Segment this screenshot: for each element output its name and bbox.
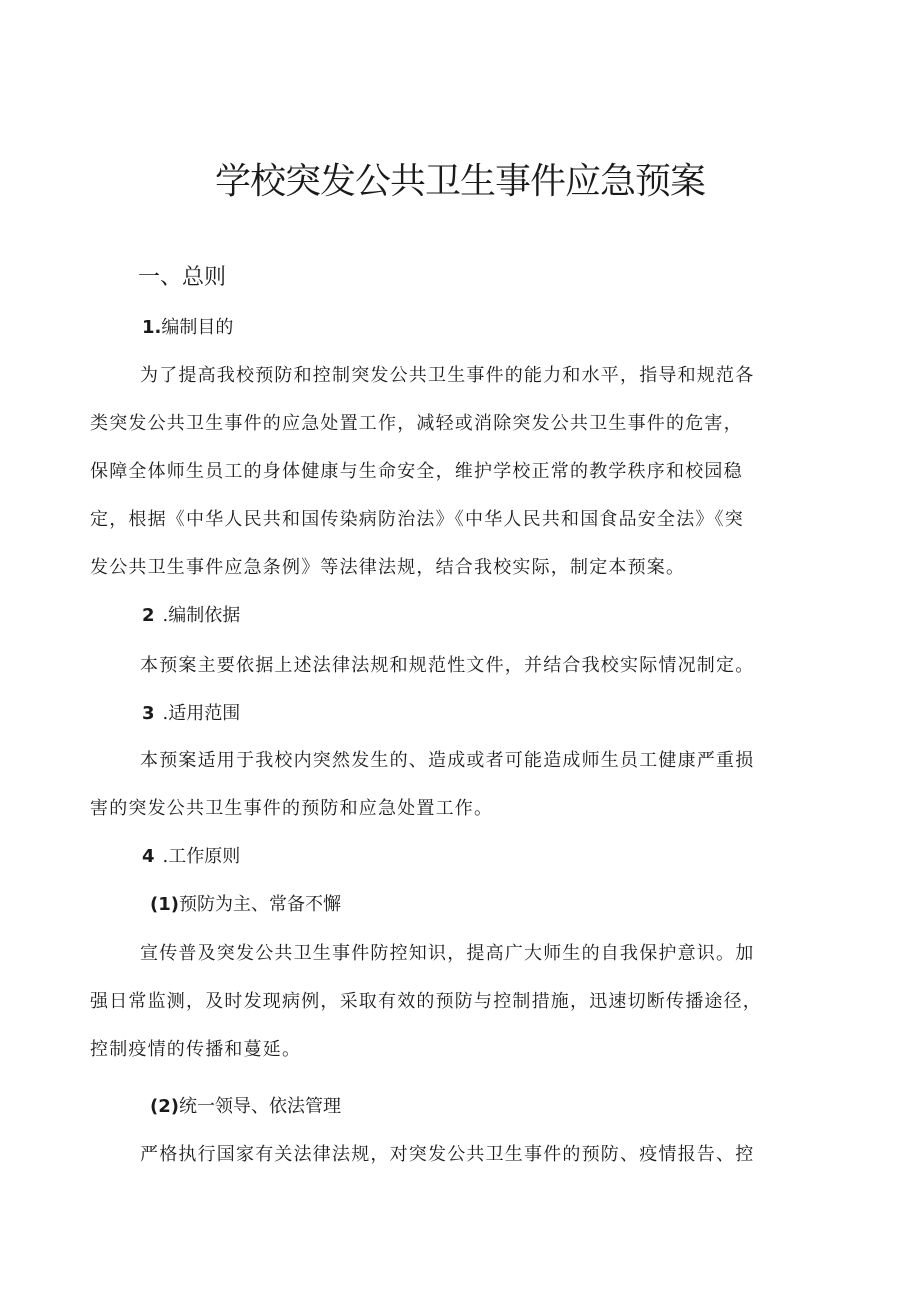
subheading-label: .编制依据 — [162, 605, 241, 626]
subheading-scope — [142, 700, 240, 728]
paragraph-line: 控制疫情的传播和蔓延。 — [90, 1039, 302, 1060]
principle-heading-prevention — [150, 891, 341, 919]
paragraph-line: 本预案适用于我校内突然发生的、造成或者可能造成师生员工健康严重损 — [140, 750, 755, 771]
paragraph-line: 定，根据《中华人民共和国传染病防治法》《中华人民共和国食品安全法》《突 — [90, 509, 744, 530]
subheading-label: 编制目的 — [161, 317, 234, 338]
principle-heading-leadership — [150, 1093, 341, 1121]
subheading-number: 4 — [142, 846, 155, 867]
paragraph-purpose — [90, 352, 830, 592]
paragraph-line: 发公共卫生事件应急条例》等法律法规，结合我校实际，制定本预案。 — [90, 557, 686, 578]
paragraph-line: 类突发公共卫生事件的应急处置工作，减轻或消除突发公共卫生事件的危害， — [90, 413, 743, 434]
subheading-label: .适用范围 — [162, 703, 241, 724]
principle-label: 统一领导、依法管理 — [178, 1096, 341, 1117]
document-title: 学校突发公共卫生事件应急预案 — [214, 161, 705, 202]
section-heading-general: 一、总则 — [138, 265, 227, 290]
subheading-number: 1. — [142, 317, 162, 338]
paragraph-line: 保障全体师生员工的身体健康与生命安全，维护学校正常的教学秩序和校园稳 — [90, 461, 743, 482]
paragraph-line: 害的突发公共卫生事件的预防和应急处置工作。 — [90, 798, 494, 819]
subheading-purpose — [142, 314, 233, 342]
subheading-number: 3 — [142, 703, 155, 724]
subheading-principles — [142, 843, 240, 871]
subheading-basis — [142, 602, 240, 630]
paragraph-line: 强日常监测，及时发现病例，采取有效的预防与控制措施，迅速切断传播途径， — [90, 991, 762, 1012]
principle-label: 预防为主、常备不懈 — [178, 894, 341, 915]
principle-number: (2) — [150, 1096, 179, 1117]
paragraph-line: 为了提高我校预防和控制突发公共卫生事件的能力和水平，指导和规范各 — [140, 365, 755, 386]
subheading-label: .工作原则 — [162, 846, 241, 867]
paragraph-line: 严格执行国家有关法律法规，对突发公共卫生事件的预防、疫情报告、控 — [140, 1144, 755, 1165]
paragraph-line: 宣传普及突发公共卫生事件防控知识，提高广大师生的自我保护意识。加 — [140, 943, 755, 964]
paragraph-prevention — [90, 930, 830, 1074]
principle-number: (1) — [150, 894, 179, 915]
paragraph-line: 本预案主要依据上述法律法规和规范性文件，并结合我校实际情况制定。 — [140, 655, 755, 676]
paragraph-scope — [90, 737, 830, 833]
paragraph-basis — [90, 642, 830, 690]
paragraph-leadership — [90, 1131, 830, 1179]
subheading-number: 2 — [142, 605, 155, 626]
